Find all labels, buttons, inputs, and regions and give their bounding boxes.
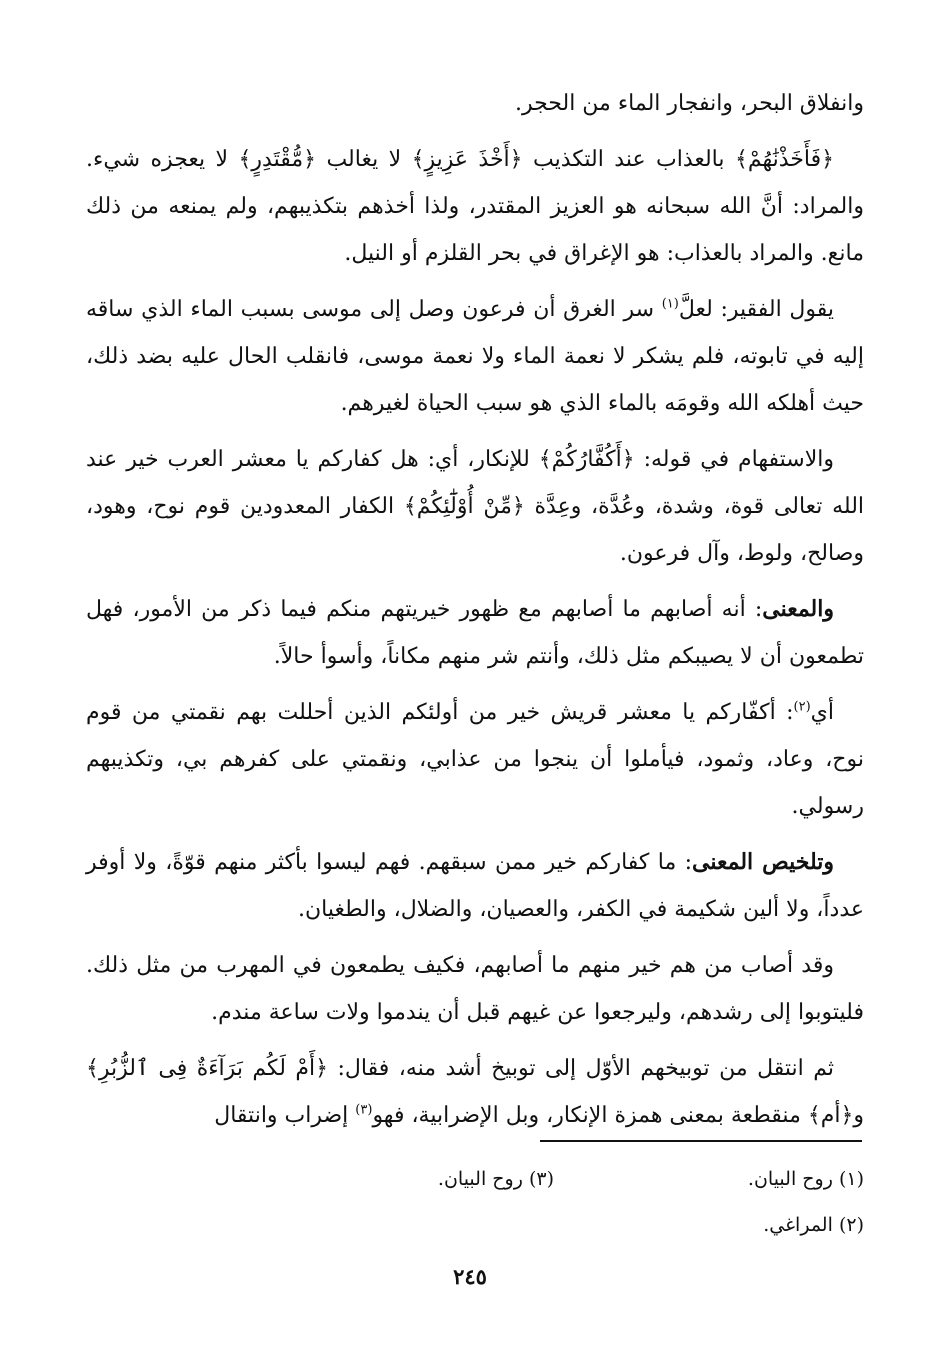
quran-quote: ﴿مِّنْ أُوْلَٰٓئِكُمْ﴾ xyxy=(403,494,525,519)
paragraph-2 xyxy=(86,136,864,277)
text-run: ثم انتقل من توبيخهم الأوّل إلى توبيخ أشد منه، فقال: xyxy=(328,1056,835,1081)
text-run: الكفار المعدودين قوم نوح، وهود، وصالح، ولوط، وآل فرعون. xyxy=(86,494,864,566)
bold-term: وتلخيص المعنى xyxy=(692,849,834,875)
footnote-marker: (١) xyxy=(661,296,679,312)
text-run: لا يغالب xyxy=(316,147,412,172)
footnotes xyxy=(86,1156,864,1248)
paragraph-5 xyxy=(86,586,864,680)
text-run: منقطعة بمعنى همزة الإنكار، وبل الإضرابية، فهو xyxy=(372,1103,808,1128)
text-run: يقول الفقير: لعلَّ xyxy=(678,297,834,322)
quran-quote: ﴿أَخْذَ عَزِيزٍ﴾ xyxy=(411,147,523,172)
text-run: وانفلاق البحر، وانفجار الماء من الحجر. xyxy=(514,91,864,116)
paragraph-6 xyxy=(86,689,864,830)
quran-quote: ﴿أَمْ لَكُم بَرَآءَةٌ فِى ٱلزُّبُرِ﴾ xyxy=(86,1056,329,1081)
text-run: و xyxy=(853,1103,864,1128)
paragraph-7 xyxy=(86,839,864,933)
text-run: بالعذاب عند التكذيب xyxy=(522,147,735,172)
footnote-2 xyxy=(554,1202,864,1248)
quran-quote: ﴿مُّقْتَدِرٍ﴾ xyxy=(238,147,317,172)
text-run: إضراب وانتقال xyxy=(214,1103,356,1128)
footnote-marker: (٢) xyxy=(793,699,811,715)
quran-quote: ﴿أَكُفَّارُكُمْ﴾ xyxy=(538,447,635,472)
text-run: أي xyxy=(810,700,834,725)
paragraph-8 xyxy=(86,942,864,1036)
quran-quote: ﴿فَأَخَذْنَٰهُمْ﴾ xyxy=(734,147,834,172)
text-run: للإنكار، أي: هل كفاركم يا معشر العرب خير عند الله تعالى قوة، وشدة، وعُدَّة، وعِدَّة xyxy=(86,447,865,519)
footnote-1 xyxy=(554,1156,864,1202)
text-run: والاستفهام في قوله: xyxy=(634,447,834,472)
paragraph-4 xyxy=(86,436,864,577)
footnote-number: (١) xyxy=(838,1168,864,1190)
text-run: لا يعجزه شيء. والمراد: أنَّ الله سبحانه هو العزيز المقتدر، ولذا أخذهم بتكذيبهم، ولم يمنعه من ذلك مانع. والمراد بالعذاب: هو الإغراق في بحر القلزم أو النيل. xyxy=(86,147,864,266)
footnote-text: روح البيان. xyxy=(747,1168,833,1190)
paragraph-9 xyxy=(86,1045,864,1139)
text-run: وقد أصاب من هم خير منهم ما أصابهم، فكيف يطمعون في المهرب من مثل ذلك. فليتوبوا إلى رشدهم، وليرجعوا عن غيهم قبل أن يندموا ولات ساعة مندم. xyxy=(86,953,864,1025)
page-number: ٢٤٥ xyxy=(453,1264,487,1289)
footnote-number: (٢) xyxy=(838,1214,864,1236)
footnote-3 xyxy=(244,1156,554,1202)
footnote-text: المراغي. xyxy=(763,1214,833,1236)
bold-term: والمعنى xyxy=(762,596,834,622)
text-run: : أكفّاركم يا معشر قريش خير من أولئكم الذين أحللت بهم نقمتي من قوم نوح، وعاد، وثمود، فيأملوا أن ينجوا من عذابي، ونقمتي على كفرهم بي، وتكذيبهم رسولي. xyxy=(86,700,864,819)
main-text-block xyxy=(86,80,864,1148)
footnote-marker: (٣) xyxy=(355,1102,373,1118)
footnote-number: (٣) xyxy=(528,1168,554,1190)
paragraph-3 xyxy=(86,286,864,427)
footnote-divider xyxy=(540,1140,862,1142)
text-run: : أنه أصابهم ما أصابهم مع ظهور خيريتهم منكم فيما ذكر من الأمور، فهل تطمعون أن لا يصيبكم مثل ذلك، وأنتم شر منهم مكاناً، وأسوأ حالاً. xyxy=(86,597,864,669)
footnote-row xyxy=(86,1156,864,1202)
text-run: سر الغرق أن فرعون وصل إلى موسى بسبب الماء الذي ساقه إليه في تابوته، فلم يشكر لا نعمة الماء ولا نعمة موسى، فانقلب الحال عليه بضد ذلك، حيث أهلكه الله وقومَه بالماء الذي هو سبب الحياة لغيرهم. xyxy=(86,297,864,416)
quran-quote: ﴿أم﴾ xyxy=(807,1103,854,1128)
paragraph-1 xyxy=(86,80,864,127)
text-run: : ما كفاركم خير ممن سبقهم. فهم ليسوا بأكثر منهم قوّةً، ولا أوفر عدداً، ولا ألين شكيمة في الكفر، والعصيان، والضلال، والطغيان. xyxy=(86,850,864,922)
footnote-text: روح البيان. xyxy=(437,1168,523,1190)
footnote-row xyxy=(86,1202,864,1248)
